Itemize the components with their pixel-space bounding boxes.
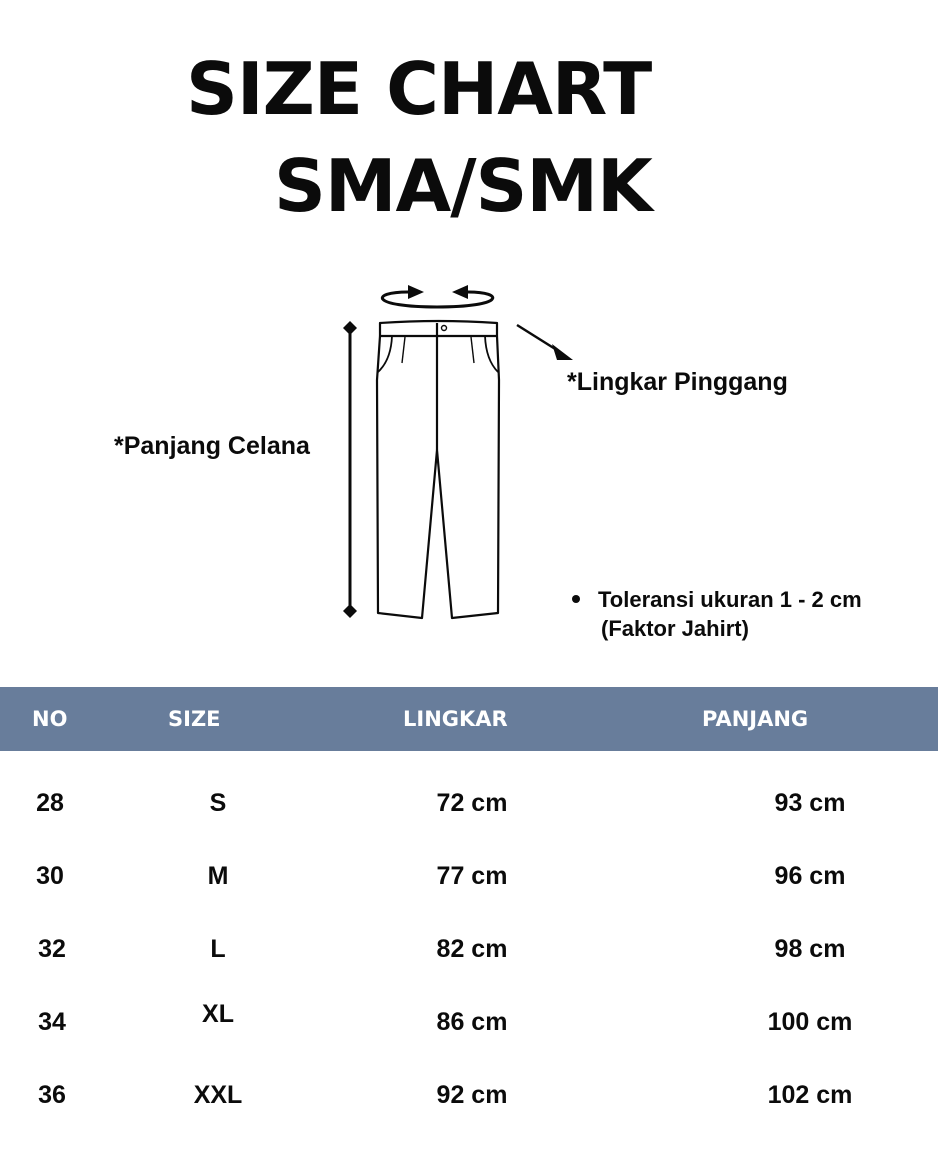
table-row (0, 1075, 938, 1115)
column-header-panjang: PANJANG (702, 707, 809, 731)
tolerance-note (572, 585, 862, 643)
cell-panjang: 98 cm (774, 935, 846, 963)
cell-no: 30 (36, 862, 64, 890)
tolerance-note-line2: (Faktor Jahirt) (601, 616, 749, 641)
cell-lingkar: 86 cm (436, 1008, 508, 1036)
cell-lingkar: 92 cm (436, 1081, 508, 1109)
table-row (0, 783, 938, 823)
pointer-arrow-icon (517, 325, 573, 360)
page-title-line1: SIZE CHART (186, 47, 652, 131)
table-row (0, 856, 938, 896)
table-row (0, 1002, 938, 1042)
tolerance-note-line1: Toleransi ukuran 1 - 2 cm (598, 587, 862, 612)
pants-illustration (330, 270, 590, 630)
cell-no: 34 (38, 1008, 66, 1036)
cell-panjang: 96 cm (774, 862, 846, 890)
bullet-icon (572, 595, 580, 603)
pants-length-label: *Panjang Celana (114, 432, 310, 460)
cell-lingkar: 72 cm (436, 789, 508, 817)
waist-circumference-label: *Lingkar Pinggang (567, 368, 788, 396)
page-title-line2: SMA/SMK (274, 144, 652, 228)
cell-no: 28 (36, 789, 64, 817)
cell-lingkar: 77 cm (436, 862, 508, 890)
cell-size: L (210, 935, 226, 963)
cell-size: M (207, 862, 229, 890)
cell-panjang: 100 cm (767, 1008, 853, 1036)
cell-panjang: 93 cm (774, 789, 846, 817)
cell-size: S (209, 789, 227, 817)
cell-no: 36 (38, 1081, 66, 1109)
cell-lingkar: 82 cm (436, 935, 508, 963)
table-row (0, 929, 938, 969)
column-header-lingkar: LINGKAR (403, 707, 508, 731)
pants-icon (377, 321, 499, 618)
cell-no: 32 (38, 935, 66, 963)
cell-size: XXL (193, 1081, 243, 1109)
column-header-no: NO (32, 707, 68, 731)
cell-size: XL (202, 1000, 234, 1028)
size-table-header (0, 687, 938, 751)
length-measure-icon (343, 321, 357, 618)
cell-panjang: 102 cm (767, 1081, 853, 1109)
waist-measure-icon (382, 285, 492, 307)
column-header-size: SIZE (168, 707, 221, 731)
